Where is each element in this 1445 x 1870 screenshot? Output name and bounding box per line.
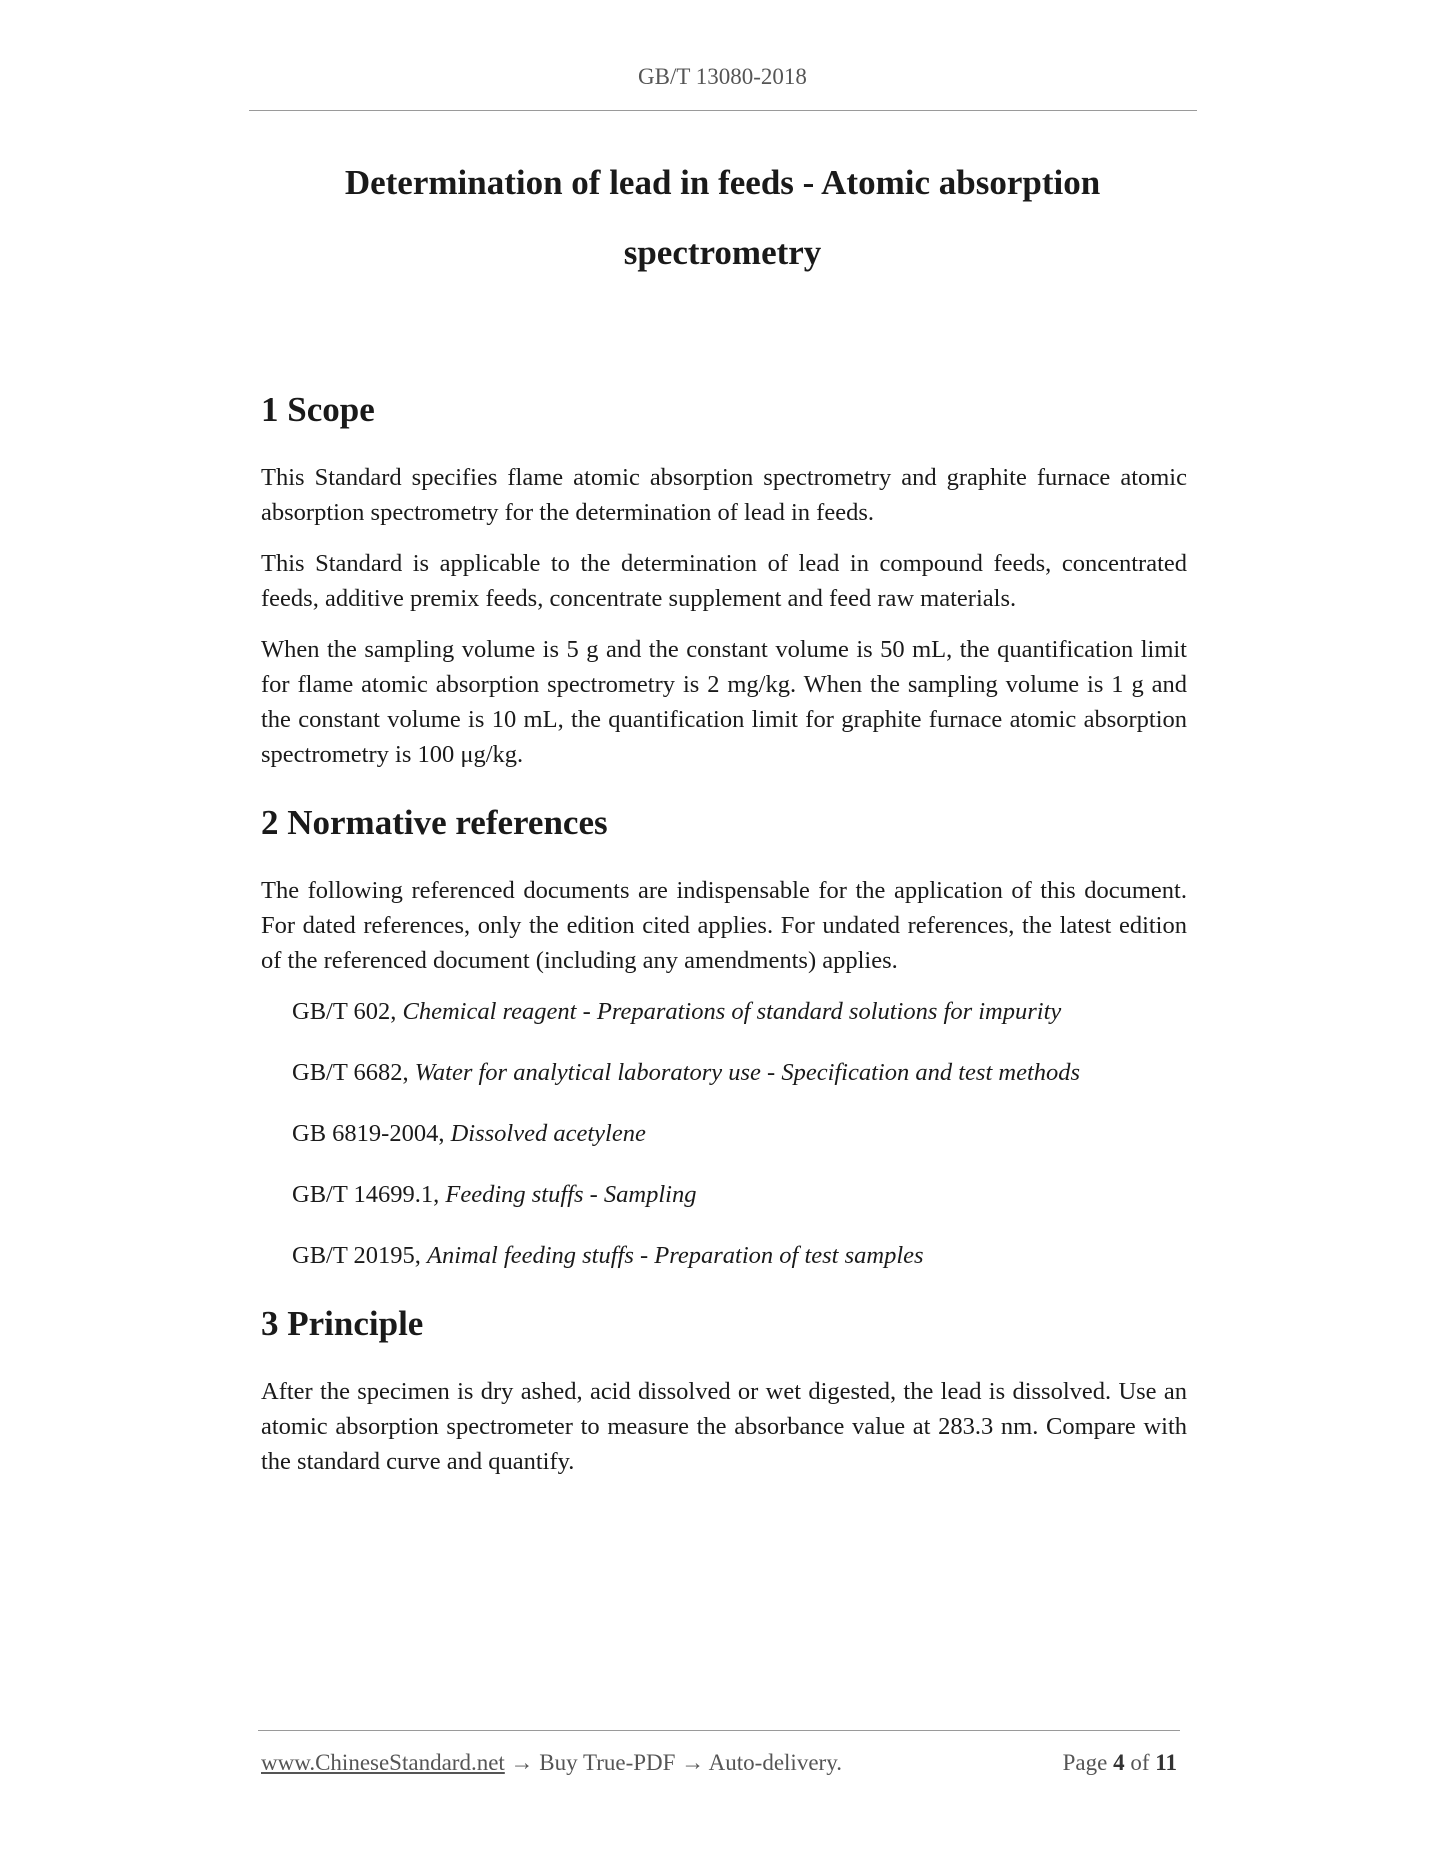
reference-title: Dissolved acetylene xyxy=(450,1120,646,1147)
reference-item xyxy=(261,1238,1187,1273)
buy-pdf-text: Buy True-PDF xyxy=(539,1750,676,1775)
reference-code: GB 6819-2004, xyxy=(292,1120,451,1147)
document-title xyxy=(260,148,1185,288)
auto-delivery-text: Auto-delivery. xyxy=(708,1750,842,1775)
reference-title: Feeding stuffs - Sampling xyxy=(445,1181,697,1208)
normative-paragraph-1: The following referenced documents are indispensable for the application of this document. For dated references, only the edition cited applies. For undated references, the latest edition of the referenced document (including any amendments) applies. xyxy=(261,877,1187,974)
arrow-icon: → xyxy=(675,1750,709,1775)
reference-code: GB/T 6682, xyxy=(292,1059,415,1086)
title-line-2: spectrometry xyxy=(623,233,822,272)
page-number xyxy=(1063,1750,1177,1776)
reference-title: Water for analytical laboratory use - Specification and test methods xyxy=(414,1059,1081,1086)
reference-item xyxy=(261,1116,1187,1151)
document-body xyxy=(261,386,1187,1479)
page-label: Page xyxy=(1062,1750,1108,1775)
header-divider xyxy=(249,110,1197,111)
section-heading-scope: 1 Scope xyxy=(261,390,375,429)
title-line-1: Determination of lead in feeds - Atomic absorption xyxy=(344,163,1101,202)
page-total: 11 xyxy=(1155,1750,1177,1775)
running-header: GB/T 13080-2018 xyxy=(638,64,807,89)
reference-item xyxy=(261,1177,1187,1212)
arrow-icon: → xyxy=(504,1750,540,1775)
reference-code: GB/T 602, xyxy=(292,998,403,1025)
principle-paragraph-1: After the specimen is dry ashed, acid dissolved or wet digested, the lead is dissolved. Use an atomic absorption spectrometer to measure the absorbance value at 283.3 nm. Compare with the standard curve and quantify. xyxy=(261,1378,1187,1475)
scope-paragraph-3: When the sampling volume is 5 g and the constant volume is 50 mL, the quantification limit for flame atomic absorption spectrometry is 2 mg/kg. When the sampling volume is 1 g and the constant volume is 10 mL, the quantification limit for graphite furnace atomic absorption spectrometry is 100 μg/kg. xyxy=(261,636,1187,768)
scope-paragraph-2: This Standard is applicable to the determination of lead in compound feeds, concentrated feeds, additive premix feeds, concentrate supplement and feed raw materials. xyxy=(261,550,1187,612)
website-link[interactable]: www.ChineseStandard.net xyxy=(261,1750,505,1775)
reference-code: GB/T 20195, xyxy=(292,1242,427,1269)
page-current: 4 xyxy=(1113,1750,1125,1775)
reference-item xyxy=(261,994,1187,1029)
reference-title: Animal feeding stuffs - Preparation of test samples xyxy=(427,1242,924,1269)
scope-paragraph-1: This Standard specifies flame atomic absorption spectrometry and graphite furnace atomic absorption spectrometry for the determination of lead in feeds. xyxy=(261,464,1187,526)
page-footer xyxy=(261,1750,1177,1776)
reference-code: GB/T 14699.1, xyxy=(292,1181,446,1208)
section-heading-principle: 3 Principle xyxy=(261,1304,424,1343)
footer-divider xyxy=(258,1730,1180,1731)
page-of: of xyxy=(1130,1750,1150,1775)
section-heading-normative: 2 Normative references xyxy=(261,803,608,842)
reference-item xyxy=(261,1055,1187,1090)
reference-title: Chemical reagent - Preparations of standard solutions for impurity xyxy=(402,998,1062,1025)
